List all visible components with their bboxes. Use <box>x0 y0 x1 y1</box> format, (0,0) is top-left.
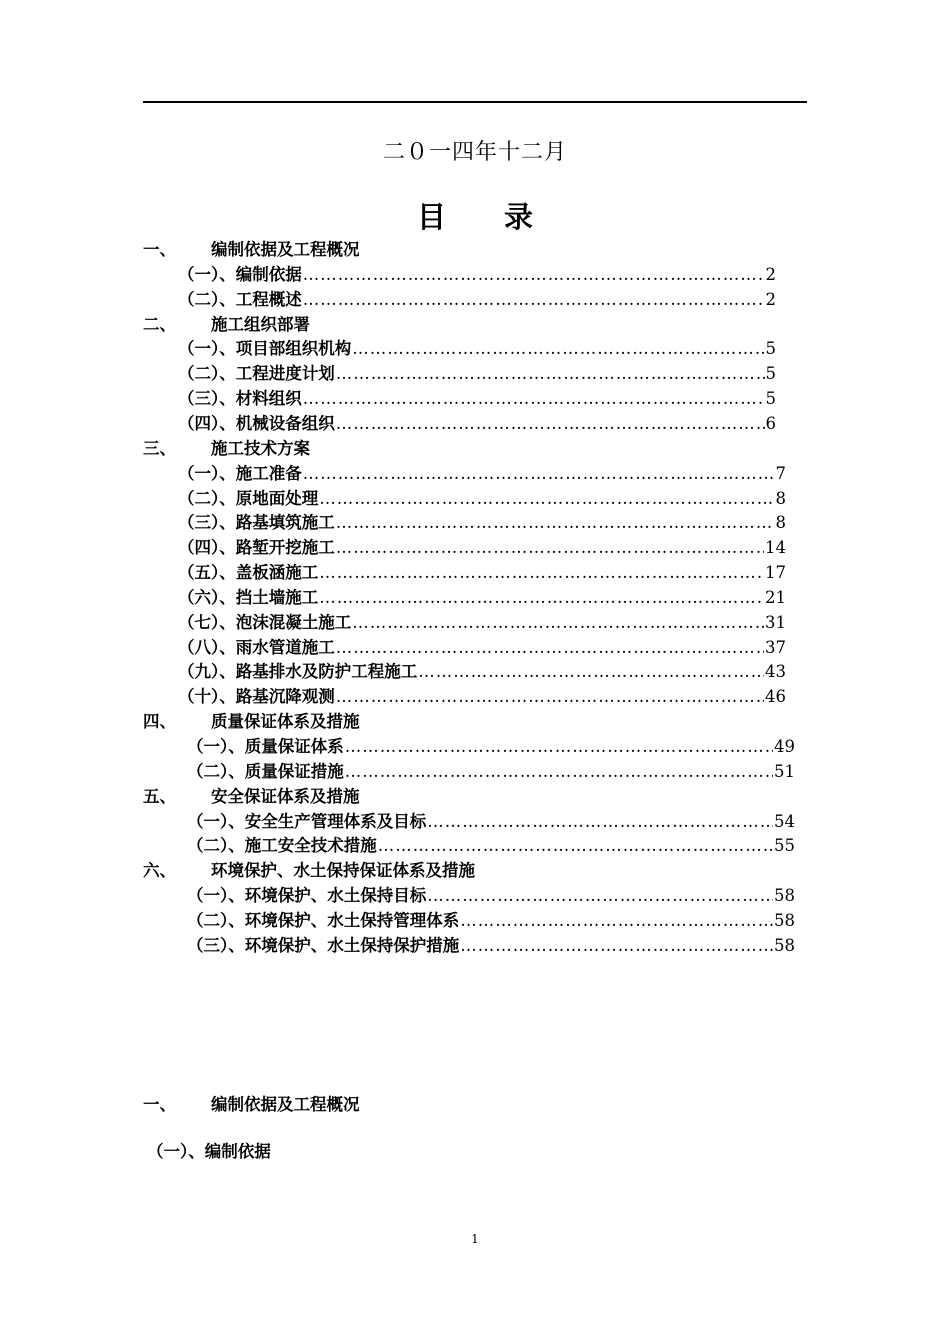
toc-dot-leader <box>427 884 773 908</box>
toc-section-number: 四、 <box>143 712 176 732</box>
toc-section-number: 三、 <box>143 438 176 458</box>
toc-section-entry[interactable] <box>0 313 950 337</box>
body-section-number: 一、 <box>143 1095 176 1114</box>
toc-section-entry[interactable] <box>0 238 950 262</box>
toc-subsection-title: （二）、环境保护、水土保持管理体系 <box>187 910 460 930</box>
toc-section-title: 质量保证体系及措施 <box>211 712 360 732</box>
toc-subsection-entry[interactable] <box>187 909 795 933</box>
toc-subsection-entry[interactable] <box>187 884 795 908</box>
toc-section-number: 五、 <box>143 786 176 806</box>
toc-subsection-entry[interactable] <box>178 362 776 386</box>
toc-page-number: 31 <box>765 612 786 632</box>
toc-subsection-title: （五）、盖板涵施工 <box>178 563 319 583</box>
toc-subsection-title: （三）、环境保护、水土保持保护措施 <box>187 935 460 955</box>
toc-subsection-entry[interactable] <box>187 735 795 759</box>
toc-dot-leader <box>319 586 764 610</box>
toc-subsection-title: （二）、工程概述 <box>178 289 302 309</box>
toc-page-number: 6 <box>765 413 776 433</box>
toc-subsection-entry[interactable] <box>178 263 776 287</box>
toc-subsection-title: （三）、路基填筑施工 <box>178 513 335 533</box>
toc-section-title: 安全保证体系及措施 <box>211 786 360 806</box>
toc-subsection-entry[interactable] <box>178 561 786 585</box>
toc-page-number: 5 <box>765 339 776 359</box>
toc-subsection-title: （一）、环境保护、水土保持目标 <box>187 886 427 906</box>
body-section-heading <box>0 1093 950 1117</box>
toc-subsection-entry[interactable] <box>178 660 786 684</box>
toc-subsection-entry[interactable] <box>178 412 776 436</box>
toc-dot-leader <box>336 412 765 436</box>
toc-subsection-entry[interactable] <box>178 387 776 411</box>
toc-section-title: 环境保护、水土保持保证体系及措施 <box>211 861 475 881</box>
toc-subsection-entry[interactable] <box>187 760 795 784</box>
toc-section-number: 六、 <box>143 861 176 881</box>
toc-subsection-title: （九）、路基排水及防护工程施工 <box>178 662 418 682</box>
toc-dot-leader <box>378 834 773 858</box>
toc-subsection-title: （二）、工程进度计划 <box>178 364 335 384</box>
toc-dot-leader <box>303 462 775 486</box>
body-subsection-heading: （一）、编制依据 <box>147 1142 271 1161</box>
toc-dot-leader <box>336 536 764 560</box>
toc-subsection-title: （一）、质量保证体系 <box>187 737 344 756</box>
toc-page-number: 5 <box>765 389 776 409</box>
page-number: 1 <box>471 1232 479 1246</box>
toc-page-number: 17 <box>765 563 786 583</box>
toc-dot-leader <box>303 387 765 411</box>
toc-page-number: 8 <box>775 513 786 533</box>
toc-section-entry[interactable] <box>0 859 950 883</box>
toc-section-entry[interactable] <box>0 785 950 809</box>
toc-dot-leader <box>427 810 773 834</box>
toc-subsection-entry[interactable] <box>178 288 776 312</box>
toc-dot-leader <box>303 263 765 287</box>
toc-page-number: 37 <box>765 637 786 657</box>
toc-page-number: 58 <box>774 886 795 906</box>
toc-section-title: 施工组织部署 <box>211 314 310 334</box>
toc-dot-leader <box>460 909 773 933</box>
toc-page-number: 46 <box>765 687 786 707</box>
top-rule <box>143 101 807 103</box>
toc-dot-leader <box>319 561 764 585</box>
toc-page-number: 43 <box>765 662 786 682</box>
toc-subsection-title: （八）、雨水管道施工 <box>178 637 335 657</box>
toc-page-number: 58 <box>774 910 795 930</box>
toc-dot-leader <box>336 511 775 535</box>
toc-page-number: 5 <box>765 364 776 384</box>
toc-page-number: 2 <box>765 289 776 309</box>
toc-subsection-title: （二）、质量保证措施 <box>187 761 344 781</box>
toc-subsection-title: （三）、材料组织 <box>178 389 302 409</box>
toc-dot-leader <box>352 337 764 361</box>
toc-dot-leader <box>345 735 773 759</box>
toc-page-number: 2 <box>765 264 776 284</box>
toc-subsection-entry[interactable] <box>178 685 786 709</box>
toc-dot-leader <box>303 288 765 312</box>
toc-subsection-entry[interactable] <box>187 810 795 834</box>
toc-dot-leader <box>418 660 764 684</box>
body-section-title: 编制依据及工程概况 <box>211 1095 360 1114</box>
toc-page-number: 7 <box>775 463 786 483</box>
toc-subsection-entry[interactable] <box>178 337 776 361</box>
toc-subsection-title: （四）、机械设备组织 <box>178 413 335 433</box>
toc-page-number: 49 <box>774 737 795 756</box>
toc-subsection-entry[interactable] <box>187 934 795 958</box>
toc-dot-leader <box>319 487 774 511</box>
toc-subsection-entry[interactable] <box>178 636 786 660</box>
toc-dot-leader <box>352 611 764 635</box>
toc-page-number: 58 <box>774 935 795 955</box>
toc-subsection-title: （十）、路基沉降观测 <box>178 687 335 707</box>
toc-page-number: 8 <box>775 488 786 508</box>
toc-dot-leader <box>336 685 764 709</box>
toc-subsection-title: （一）、施工准备 <box>178 463 302 483</box>
toc-subsection-entry[interactable] <box>187 834 795 858</box>
toc-page-number: 55 <box>774 836 795 856</box>
toc-subsection-title: （一）、项目部组织机构 <box>178 339 352 359</box>
toc-subsection-entry[interactable] <box>178 511 786 535</box>
toc-title: 目 录 <box>416 200 558 234</box>
toc-subsection-title: （六）、挡土墙施工 <box>178 587 319 607</box>
toc-dot-leader <box>460 934 773 958</box>
toc-page-number: 51 <box>774 761 795 781</box>
toc-subsection-title: （七）、泡沫混凝土施工 <box>178 612 352 632</box>
toc-subsection-entry[interactable] <box>178 611 786 635</box>
toc-page-number: 14 <box>765 538 786 558</box>
document-date: 二０一四年十二月 <box>382 140 567 165</box>
toc-subsection-entry[interactable] <box>178 586 786 610</box>
toc-subsection-entry[interactable] <box>178 487 786 511</box>
toc-section-title: 编制依据及工程概况 <box>211 240 360 259</box>
toc-subsection-title: （二）、原地面处理 <box>178 488 319 508</box>
toc-section-number: 一、 <box>143 240 176 259</box>
toc-subsection-entry[interactable] <box>178 536 786 560</box>
toc-dot-leader <box>345 760 773 784</box>
toc-dot-leader <box>336 636 764 660</box>
toc-page-number: 21 <box>765 587 786 607</box>
toc-subsection-title: （二）、施工安全技术措施 <box>187 836 377 856</box>
toc-subsection-title: （一）、编制依据 <box>178 264 302 284</box>
toc-subsection-title: （四）、路堑开挖施工 <box>178 538 335 558</box>
toc-subsection-title: （一）、安全生产管理体系及目标 <box>187 811 427 831</box>
toc-section-title: 施工技术方案 <box>211 438 310 458</box>
toc-page-number: 54 <box>774 811 795 831</box>
toc-section-entry[interactable] <box>0 437 950 461</box>
toc-dot-leader <box>336 362 765 386</box>
toc-subsection-entry[interactable] <box>178 462 786 486</box>
toc-section-number: 二、 <box>143 314 176 334</box>
toc-section-entry[interactable] <box>0 710 950 734</box>
